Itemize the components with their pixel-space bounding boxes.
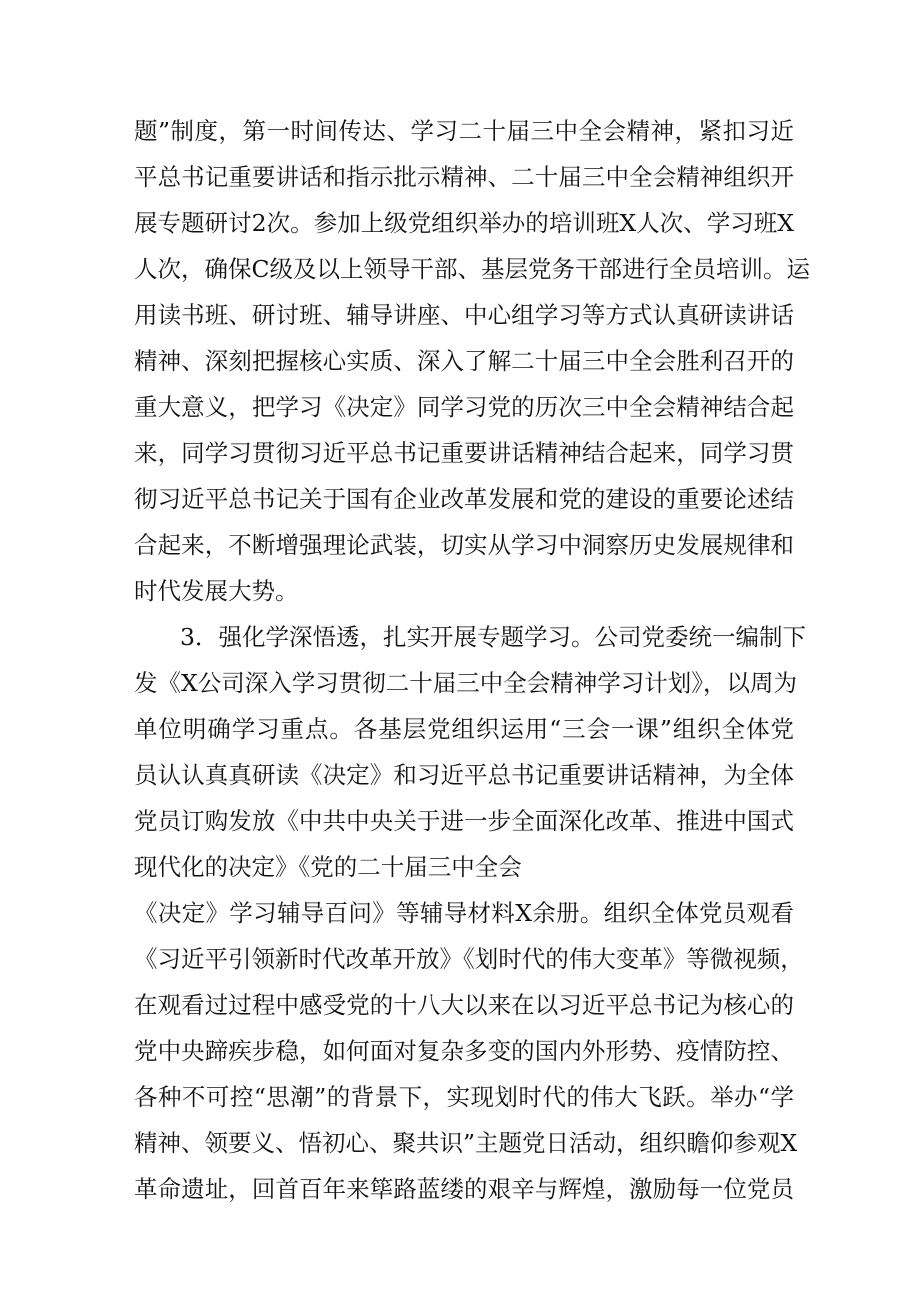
text-line: 题”制度，第一时间传达、学习二十届三中全会精神，紧扣习近	[134, 117, 794, 145]
text-line: 平总书记重要讲话和指示批示精神、二十届三中全会精神组织开	[134, 163, 794, 191]
text-line: 彻习近平总书记关于国有企业改革发展和党的建设的重要论述结	[134, 485, 794, 513]
text-line: 精神、深刻把握核心实质、深入了解二十届三中全会胜利召开的	[134, 347, 794, 375]
text-line: 精神、领要义、悟初心、聚共识”主题党日活动，组织瞻仰参观X	[134, 1129, 798, 1157]
text-line: 《决定》学习辅导百问》等辅导材料X余册。组织全体党员观看	[134, 899, 794, 927]
text-line: 合起来，不断增强理论武装，切实从学习中洞察历史发展规律和	[134, 531, 794, 559]
text-line: 来，同学习贯彻习近平总书记重要讲话精神结合起来，同学习贯	[134, 439, 794, 467]
text-line: 展专题研讨2次。参加上级党组织举办的培训班X人次、学习班X	[134, 209, 794, 237]
text-line: 《习近平引领新时代改革开放》《划时代的伟大变革》等微视频，	[134, 945, 804, 973]
text-line: 各种不可控“思潮”的背景下，实现划时代的伟大飞跃。举办“学	[134, 1083, 794, 1111]
text-line: 员认认真真研读《决定》和习近平总书记重要讲话精神，为全体	[134, 761, 794, 789]
text-line: 党中央蹄疾步稳，如何面对复杂多变的国内外形势、疫情防控、	[134, 1037, 794, 1065]
text-line: 现代化的决定》《党的二十届三中全会	[134, 853, 522, 881]
text-line: 单位明确学习重点。各基层党组织运用“三会一课”组织全体党	[134, 715, 794, 743]
text-line: 党员订购发放《中共中央关于进一步全面深化改革、推进中国式	[134, 807, 794, 835]
text-line: 发《X公司深入学习贯彻二十届三中全会精神学习计划》，以周为	[134, 669, 797, 697]
text-line: 革命遗址，回首百年来筚路蓝缕的艰辛与辉煌，激励每一位党员	[134, 1175, 794, 1203]
text-line: 重大意义，把学习《决定》同学习党的历次三中全会精神结合起	[134, 393, 794, 421]
text-line: 人次，确保C级及以上领导干部、基层党务干部进行全员培训。运	[134, 255, 810, 283]
text-line: 在观看过过程中感受党的十八大以来在以习近平总书记为核心的	[134, 991, 794, 1019]
text-line: 时代发展大势。	[134, 577, 299, 605]
paragraph-first-line: 3．强化学深悟透，扎实开展专题学习。公司党委统一编制下	[180, 623, 806, 651]
text-line: 用读书班、研讨班、辅导讲座、中心组学习等方式认真研读讲话	[134, 301, 794, 329]
